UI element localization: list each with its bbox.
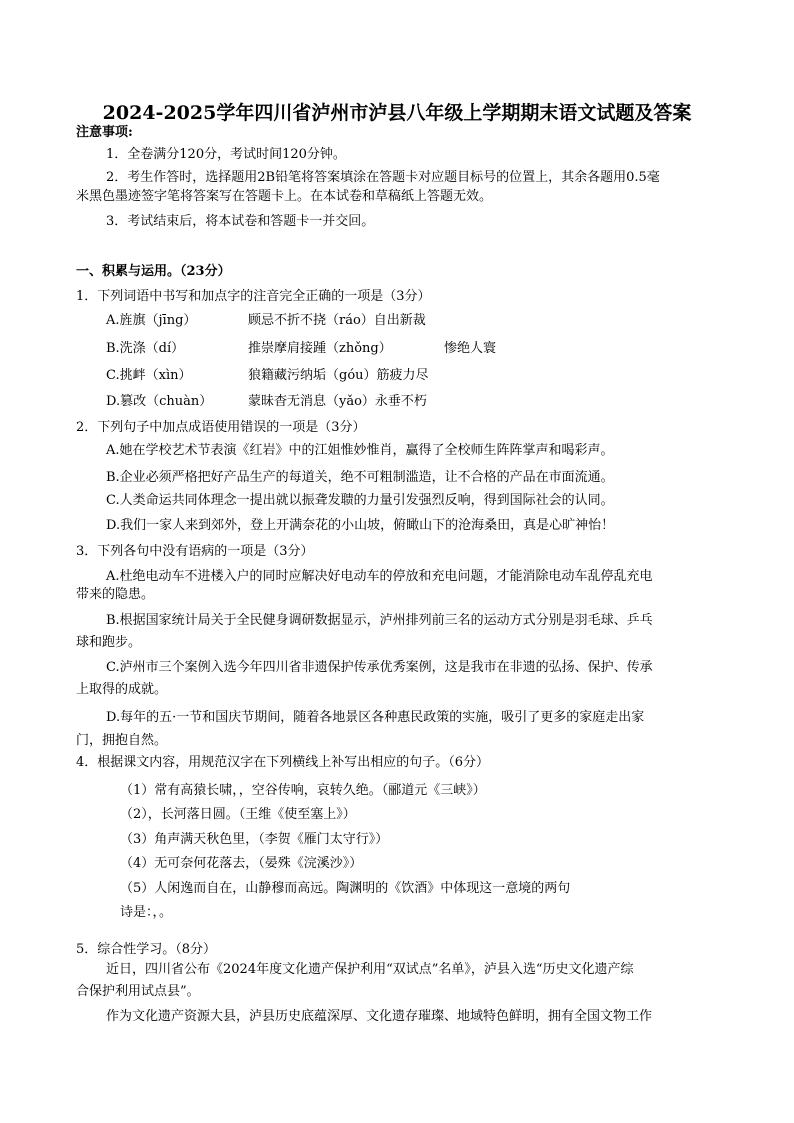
q3-option-c: C.泸州市三个案例入选今年四川省非遗保护传承优秀案例，这是我市在非遗的弘扬、保护、传承 [106,660,653,675]
q1-option-a: A.旌旗（jīng） [106,313,197,328]
q4-line-4: （4）无可奈何花落去，（晏殊《浣溪沙》） [120,856,363,871]
notice-item-1: 1．全卷满分120分，考试时间120分钟。 [106,147,346,162]
q3-option-d: D.每年的五·一节和国庆节期间，随着各地景区各种惠民政策的实施，吸引了更多的家庭走出家 [106,710,645,725]
q1-option-d: D.篡改（chuàn） [106,394,213,409]
question-2-stem: 2．下列句子中加点成语使用错误的一项是（3分） [76,420,366,435]
q4-line-6: 诗是：，。 [120,905,173,920]
q5-paragraph-1: 近日，四川省公布《2024年度文化遗产保护利用“双试点”名单》，泸县入选“历史文化遗产综 [106,962,634,977]
q2-option-a: A.她在学校艺术节表演《红岩》中的江姐惟妙惟肖，赢得了全校师生阵阵掌声和喝彩声。 [106,443,614,458]
section-heading: 一、积累与运用。（23分） [76,264,231,279]
q1-option-c-words: 狼籍藏污纳垢（góu）筋疲力尽 [248,368,429,383]
q4-line-3: （3）角声满天秋色里，（李贺《雁门太守行》） [120,832,389,847]
q2-option-c: C.人类命运共同体理念一提出就以振聋发聩的力量引发强烈反响，得到国际社会的认同。 [106,493,614,508]
q1-option-c: C.挑衅（xìn） [106,368,192,383]
q4-line-5: （5）人闲逸而自在，山静穆而高远。陶渊明的《饮酒》中体现这一意境的两句 [120,881,571,896]
q2-option-b: B.企业必须严格把好产品生产的每道关，绝不可粗制滥造，让不合格的产品在市面流通。 [106,470,614,485]
q2-option-d: D.我们一家人来到郊外，登上开满奈花的小山坡，俯瞰山下的沧海桑田，真是心旷神怡！ [106,518,615,533]
q3-option-a-cont: 带来的隐患。 [76,587,155,602]
q5-paragraph-2: 作为文化遗产资源大县，泸县历史底蕴深厚、文化遗存璀璨、地域特色鲜明，拥有全国文物工作 [106,1009,653,1024]
notice-heading: 注意事项: [76,125,133,140]
q1-option-a-words: 顾忌不折不挠（ráo）自出新裁 [248,313,426,328]
q3-option-a: A.杜绝电动车不进楼入户的同时应解决好电动车的停放和充电问题，才能消除电动车乱停乱充电 [106,569,653,584]
question-4-stem: 4．根据课文内容，用规范汉字在下列横线上补写出相应的句子。（6分） [76,755,490,770]
q3-option-d-cont: 门，拥抱自然。 [76,733,168,748]
question-1-stem: 1．下列词语中书写和加点字的注音完全正确的一项是（3分） [76,289,431,304]
notice-item-3: 3．考试结束后，将本试卷和答题卡一并交回。 [106,214,375,229]
q3-option-c-cont: 上取得的成就。 [76,682,168,697]
q4-line-2: （2），长河落日圆。（王维《使至塞上》） [120,807,356,822]
notice-item-2: 2．考生作答时，选择题用2B铅笔将答案填涂在答题卡对应题目标号的位置上，其余各题用0.5毫 [106,170,660,185]
q1-option-b-words: 推崇摩肩接踵（zhǒng） [248,341,392,356]
exam-title: 2024-2025学年四川省泸州市泸县八年级上学期期末语文试题及答案 [102,102,692,124]
question-5-stem: 5．综合性学习。（8分） [76,942,217,957]
q4-line-1: （1）常有高猿长啸，，空谷传响，哀转久绝。（郦道元《三峡》） [120,783,486,798]
q3-option-b: B.根据国家统计局关于全民健身调研数据显示，泸州排列前三名的运动方式分别是羽毛球、乒乓 [106,613,653,628]
q1-option-b-extra: 惨绝人寰 [444,341,497,356]
notice-item-2-cont: 米黑色墨迹签字笔将答案写在答题卡上。在本试卷和草稿纸上答题无效。 [76,189,493,204]
q1-option-d-words: 蒙昧杳无消息（yǎo）永垂不朽 [248,394,427,409]
q5-paragraph-1-cont: 合保护利用试点县”。 [76,984,200,999]
question-3-stem: 3．下列各句中没有语病的一项是（3分） [76,544,314,559]
q1-option-b: B.洗涤（dí） [106,341,185,356]
q3-option-b-cont: 球和跑步。 [76,635,142,650]
